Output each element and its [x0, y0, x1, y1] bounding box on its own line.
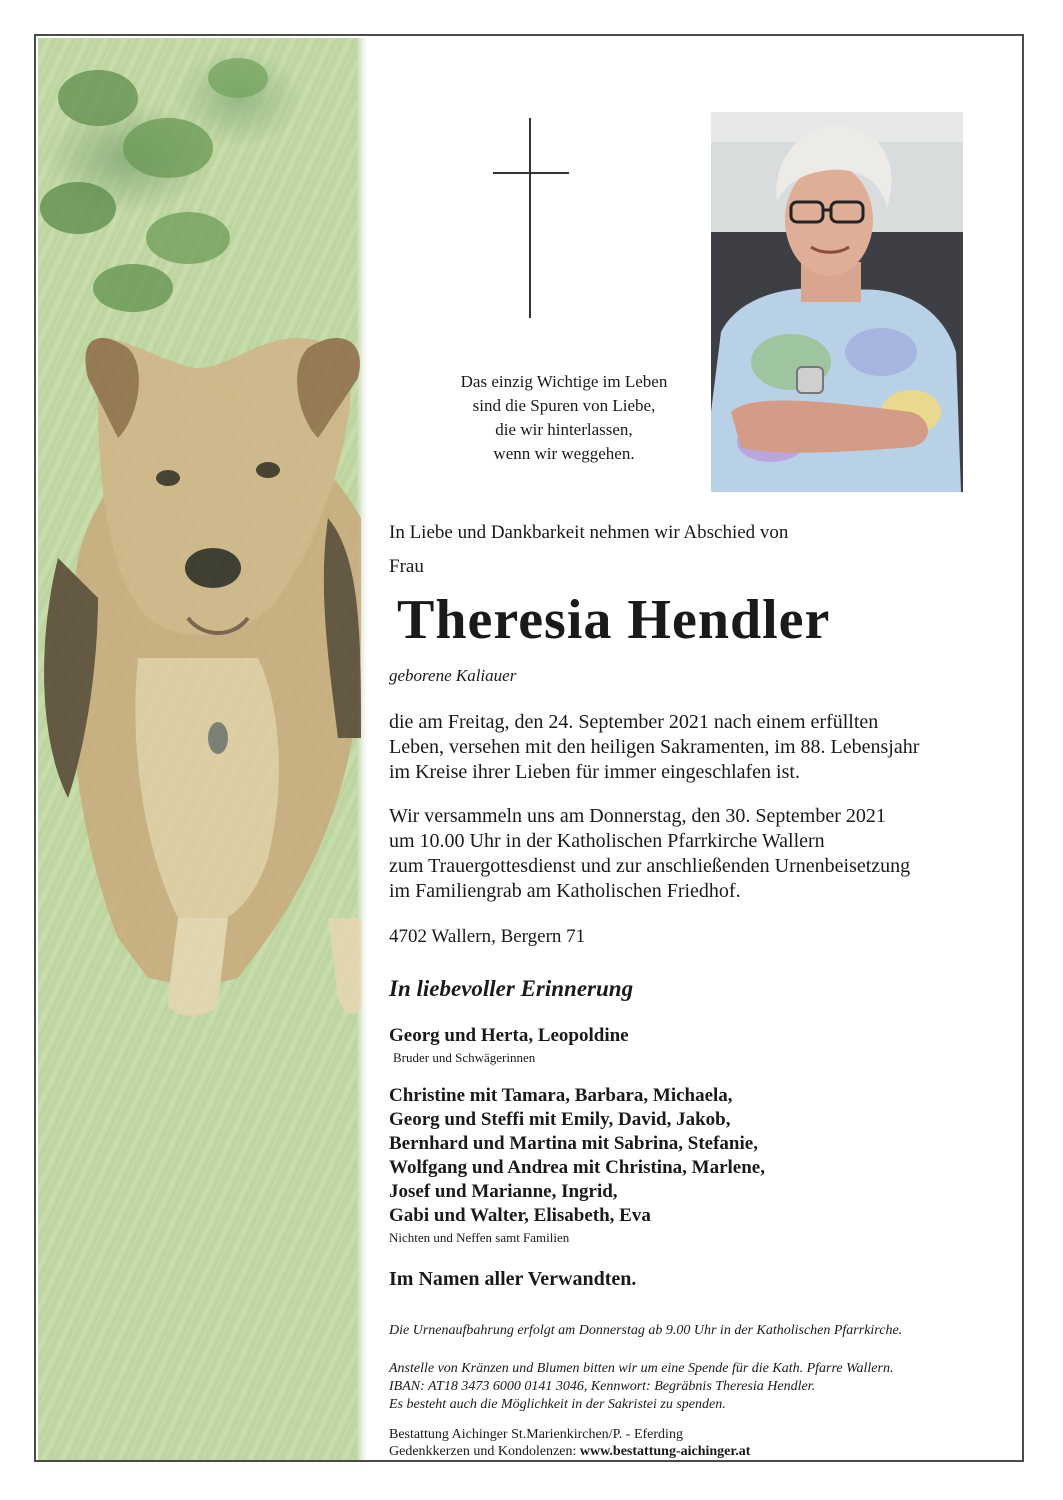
relation-label: Nichten und Neffen samt Familien: [389, 1230, 570, 1245]
donation-note: [389, 1360, 893, 1414]
mourner-line: Josef und Marianne, Ingrid,: [389, 1181, 618, 1202]
funeral-home: [389, 1426, 750, 1460]
intro-text: In Liebe und Dankbarkeit nehmen wir Abschied von: [389, 522, 789, 543]
paragraph-line: Wir versammeln uns am Donnerstag, den 30. September 2021: [389, 805, 886, 827]
portrait-photo: [711, 112, 963, 492]
paragraph-line: im Familiengrab am Katholischen Friedhof.: [389, 880, 741, 902]
memory-heading: In liebevoller Erinnerung: [389, 976, 634, 1001]
mourners-group-siblings: [389, 1024, 629, 1048]
viewing-note: [389, 1322, 902, 1340]
closing-line: Im Namen aller Verwandten.: [389, 1268, 637, 1290]
quote-line: wenn wir weggehen.: [493, 444, 635, 463]
relation-label: Bruder und Schwägerinnen: [393, 1050, 536, 1065]
paragraph-line: um 10.00 Uhr in der Katholischen Pfarrkirche Wallern: [389, 830, 825, 852]
condolence-line: [389, 1443, 750, 1460]
mourner-line: Wolfgang und Andrea mit Christina, Marlene,: [389, 1157, 765, 1178]
paragraph-line: zum Trauergottesdienst und zur anschließenden Urnenbeisetzung: [389, 855, 911, 877]
mourner-line: Georg und Herta, Leopoldine: [389, 1025, 629, 1046]
funeral-home-website-link[interactable]: www.bestattung-aichinger.at: [579, 1444, 751, 1459]
obituary-content: [389, 36, 1019, 1459]
memorial-quote: [409, 370, 719, 466]
mourners-group-nieces-nephews: [389, 1084, 765, 1228]
service-paragraph: [389, 804, 910, 904]
quote-line: Das einzig Wichtige im Leben: [460, 372, 668, 391]
salutation: Frau: [389, 556, 424, 577]
death-paragraph: [389, 710, 919, 785]
cross-icon: [493, 118, 569, 318]
obituary-card: [34, 34, 1024, 1462]
note-line: IBAN: AT18 3473 6000 0141 3046, Kennwort: Begräbnis Theresia Hendler.: [389, 1379, 816, 1394]
decorative-photo-strip: [38, 38, 361, 1460]
paragraph-line: die am Freitag, den 24. September 2021 nach einem erfüllten: [389, 711, 879, 733]
note-line: Anstelle von Kränzen und Blumen bitten wir um eine Spende für die Kath. Pfarre Wallern.: [389, 1361, 894, 1376]
quote-line: sind die Spuren von Liebe,: [472, 396, 656, 415]
paragraph-line: Leben, versehen mit den heiligen Sakramenten, im 88. Lebensjahr: [389, 736, 920, 758]
mourner-line: Georg und Steffi mit Emily, David, Jakob,: [389, 1109, 731, 1130]
note-line: Es besteht auch die Möglichkeit in der Sakristei zu spenden.: [389, 1397, 726, 1412]
deceased-name: Theresia Hendler: [397, 589, 831, 651]
note-line: Die Urnenaufbahrung erfolgt am Donnerstag ab 9.00 Uhr in der Katholischen Pfarrkirche.: [389, 1323, 903, 1338]
paragraph-line: im Kreise ihrer Lieben für immer eingeschlafen ist.: [389, 761, 800, 783]
mourner-line: Bernhard und Martina mit Sabrina, Stefanie,: [389, 1133, 758, 1154]
birth-name: geborene Kaliauer: [389, 666, 517, 685]
mourner-line: Christine mit Tamara, Barbara, Michaela,: [389, 1085, 733, 1106]
funeral-home-name: Bestattung Aichinger St.Marienkirchen/P. - Eferding: [389, 1427, 683, 1442]
mourner-line: Gabi und Walter, Elisabeth, Eva: [389, 1205, 651, 1226]
address: 4702 Wallern, Bergern 71: [389, 926, 586, 947]
quote-line: die wir hinterlassen,: [495, 420, 633, 439]
condolence-label: Gedenkkerzen und Kondolenzen:: [389, 1444, 577, 1459]
dog-photo: [38, 38, 361, 1460]
